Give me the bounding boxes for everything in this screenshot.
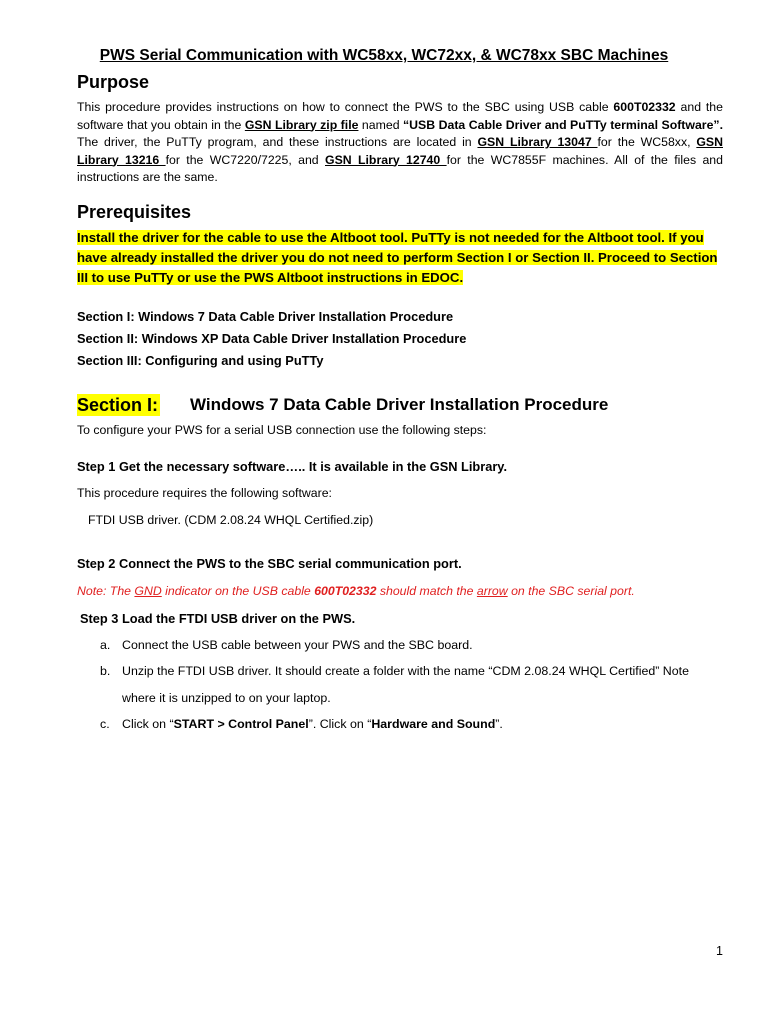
zip-file-name: “USB Data Cable Driver and PuTTy terminal Software”.: [403, 117, 723, 132]
software-requirement: This procedure requires the following software:: [77, 486, 332, 500]
software-item: FTDI USB driver. (CDM 2.08.24 WHQL Certified.zip): [88, 513, 374, 527]
step-1: Step 1 Get the necessary software….. It is available in the GSN Library.: [77, 459, 508, 474]
note-cable-part-number: 600T02332: [314, 584, 377, 598]
list-item: b. Unzip the FTDI USB driver. It should create a folder with the name “CDM 2.08.24 WHQL Certified” Note: [100, 664, 689, 678]
prerequisites-heading: Prerequisites: [77, 202, 192, 222]
prerequisites-note: [77, 228, 723, 288]
cable-part-number: 600T02332: [613, 100, 676, 114]
gsn-zip-link[interactable]: GSN Library zip file: [244, 117, 359, 132]
gsn-library-12740-link[interactable]: GSN Library 12740: [325, 152, 447, 167]
arrow-label: arrow: [476, 584, 508, 598]
cable-note: Note: The GND indicator on the USB cable 600T02332 should match the arrow on the SBC serial port.: [77, 584, 635, 598]
page-number: 1: [716, 944, 723, 958]
section-list-item: Section I: Windows 7 Data Cable Driver Installation Procedure: [77, 309, 454, 324]
document-title: PWS Serial Communication with WC58xx, WC72xx, & WC78xx SBC Machines: [99, 47, 669, 64]
section-list-item: Section II: Windows XP Data Cable Driver Installation Procedure: [77, 331, 467, 346]
prerequisites-highlight: Install the driver for the cable to use the Altboot tool. PuTTy is not needed for the Altboot tool. If you have already installed the driver you do not need to perform Section I or Section II. Proceed to Section III to use PuTTy or use the PWS Altboot instructions in EDOC.: [77, 230, 718, 285]
step-3: Step 3 Load the FTDI USB driver on the PWS.: [80, 611, 356, 626]
purpose-paragraph: This procedure provides instructions on how to connect the PWS to the SBC using USB cable 600T02332 and the software that you obtain in the GSN Library zip file named “USB Data Cable Driver and PuTTy terminal Software”. The driver, the PuTTy program, and these instructions are located in GSN Library 13047 for the WC58xx, GSN Library 13216 for the WC7220/7225, and GSN Library 12740 for the WC7855F machines. All of the files and instructions are the same.: [77, 100, 723, 184]
section-1-title: Windows 7 Data Cable Driver Installation Procedure: [190, 395, 609, 414]
purpose-heading: Purpose: [77, 72, 150, 92]
list-item: where it is unzipped to on your laptop.: [122, 691, 331, 705]
list-item: a. Connect the USB cable between your PWS and the SBC board.: [100, 638, 473, 652]
step-2: Step 2 Connect the PWS to the SBC serial communication port.: [77, 556, 462, 571]
section-1-label: Section I:: [77, 395, 159, 415]
gsn-library-13216-link[interactable]: GSN Library 13216: [77, 135, 723, 167]
section-1-intro: To configure your PWS for a serial USB connection use the following steps:: [77, 423, 487, 437]
gnd-label: GND: [134, 584, 162, 598]
list-item: c. Click on “START > Control Panel”. Click on “Hardware and Sound”.: [100, 717, 503, 731]
section-1-heading: [77, 395, 609, 419]
gsn-library-13047-link[interactable]: GSN Library 13047: [477, 135, 598, 149]
section-list-item: Section III: Configuring and using PuTTy: [77, 353, 324, 368]
